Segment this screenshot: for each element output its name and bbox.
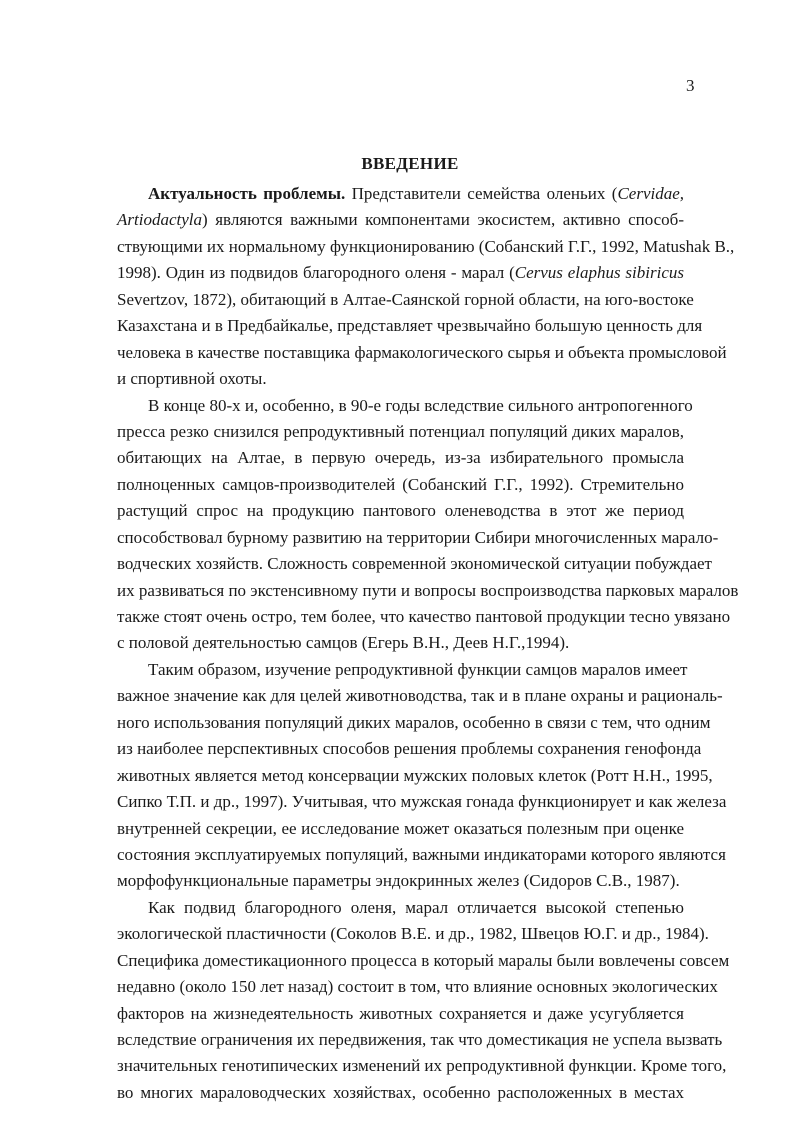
paragraph — [117, 895, 730, 1107]
text-line — [117, 974, 718, 1000]
text-line — [117, 1027, 723, 1053]
text-line — [117, 1080, 684, 1106]
text-run: способствовал бурному развитию на территории Сибири многочисленных маралo- — [117, 527, 719, 547]
text-run: обитающих на Алтае, в первую очередь, из-за избирательного промысла — [117, 448, 684, 468]
text-run: 1998). Один из подвидов благородного оленя - марал ( — [117, 263, 515, 283]
text-run: экологической пластичности (Соколов В.Е. и др., 1982, Швецов Ю.Г. и др., 1984). — [117, 924, 709, 944]
text-line — [117, 525, 719, 551]
text-line — [117, 234, 735, 260]
text-line — [117, 816, 684, 842]
text-run: морфофункциональные параметры эндокринных желез (Сидоров С.В., 1987). — [117, 871, 680, 891]
text-line — [117, 340, 727, 366]
text-line — [117, 472, 684, 498]
text-run: пресса резко снизился репродуктивный потенциал популяций диких маралов, — [117, 421, 684, 441]
text-run: также стоят очень остро, тем более, что качество пантовой продукции тесно увязано — [117, 607, 731, 626]
text-line — [117, 313, 703, 339]
text-run: водческих хозяйств. Сложность современной экономической ситуации побуждает — [117, 554, 712, 574]
italic-text: Cervidae, — [617, 184, 685, 203]
text-run: человека в качестве поставщика фармакологического сырья и объекта промысловой — [117, 342, 727, 362]
text-run: полноценных самцов-производителей (Собанский Г.Г., 1992). Стремительно — [117, 474, 684, 494]
text-run: Специфика доместикационного процесса в который маралы были вовлечены совсем — [117, 950, 730, 970]
text-line — [117, 895, 684, 921]
italic-text: Artiodactyla — [117, 210, 202, 230]
text-run: животных является метод консервации мужских половых клеток (Ротт Н.Н., 1995, — [117, 765, 713, 785]
text-run: значительных генотипических изменений их репродуктивной функции. Кроме того, — [117, 1056, 727, 1076]
section-heading: ВВЕДЕНИЕ — [361, 154, 459, 173]
bold-text: Актуальность проблемы. — [148, 184, 346, 203]
text-line — [117, 868, 684, 894]
text-line — [117, 710, 711, 736]
text-line — [117, 1001, 684, 1027]
paragraph — [117, 181, 735, 393]
text-line — [117, 181, 684, 207]
text-run: факторов на жизнедеятельность животных сохраняется и даже усугубляется — [117, 1003, 684, 1023]
page-number: 3 — [686, 76, 695, 95]
text-line — [117, 366, 684, 392]
text-run: из наиболее перспективных способов решения проблемы сохранения генофонда — [117, 739, 702, 759]
text-line — [117, 287, 694, 313]
text-line — [117, 551, 712, 577]
text-run: ного использования популяций диких маралов, особенно в связи с тем, что одним — [117, 712, 711, 732]
text-line — [117, 683, 723, 709]
text-run: во многих мараловодческих хозяйствах, особенно расположенных в местах — [117, 1082, 684, 1102]
text-line — [117, 921, 709, 947]
paragraph — [117, 657, 727, 895]
text-line — [117, 842, 726, 868]
text-line — [117, 630, 684, 656]
body-text — [117, 181, 739, 1106]
text-line — [117, 445, 684, 471]
text-run: ствующими их нормальному функционированию (Собанский Г.Г., 1992, Matushak B., — [117, 236, 735, 256]
text-run: ) являются важными компонентами экосистем, активно способ- — [201, 210, 684, 230]
text-line — [117, 498, 684, 524]
text-line — [117, 578, 739, 604]
text-line — [117, 763, 713, 789]
text-run: Казахстана и в Предбайкалье, представляет чрезвычайно большую ценность для — [117, 316, 703, 336]
text-line — [117, 657, 688, 683]
text-line — [117, 393, 693, 419]
text-line — [117, 789, 727, 815]
text-run: Как подвид благородного оленя, марал отличается высокой степенью — [148, 897, 684, 917]
text-run: их развиваться по экстенсивному пути и вопросы воспроизводства парковых маралов — [117, 580, 739, 600]
italic-text: Cervus elaphus sibiricus — [514, 263, 684, 283]
text-line — [117, 948, 730, 974]
text-line — [117, 260, 684, 286]
text-run: В конце 80-х и, особенно, в 90-е годы вследствие сильного антропогенного — [148, 395, 693, 415]
text-line — [117, 207, 684, 233]
text-run: вследствие ограничения их передвижения, так что доместикация не успела вызвать — [117, 1030, 723, 1049]
text-line — [117, 736, 702, 762]
text-run: внутренней секреции, ее исследование может оказаться полезным при оценке — [117, 818, 684, 838]
text-line — [117, 1053, 727, 1079]
text-line — [117, 604, 731, 630]
text-run: Severtzov, 1872), обитающий в Алтае-Саянской горной области, на юго-востоке — [117, 289, 694, 309]
text-run: Представители семейства оленьих ( — [345, 184, 618, 203]
text-run: важное значение как для целей животноводства, так и в плане охраны и рациональ- — [117, 686, 723, 706]
text-line — [117, 419, 684, 445]
text-run: растущий спрос на продукцию пантового оленеводства в этот же период — [117, 501, 684, 521]
paragraph — [117, 393, 739, 657]
text-run: недавно (около 150 лет назад) состоит в том, что влияние основных экологических — [117, 977, 718, 997]
text-run: Таким образом, изучение репродуктивной функции самцов маралов имеет — [148, 659, 688, 679]
text-run: с половой деятельностью самцов (Егерь В.Н., Деев Н.Г.,1994). — [117, 633, 570, 653]
text-run: и спортивной охоты. — [117, 369, 267, 389]
text-run: Сипко Т.П. и др., 1997). Учитывая, что мужская гонада функционирует и как железа — [117, 792, 727, 812]
text-run: состояния эксплуатируемых популяций, важными индикаторами которого являются — [117, 844, 726, 864]
